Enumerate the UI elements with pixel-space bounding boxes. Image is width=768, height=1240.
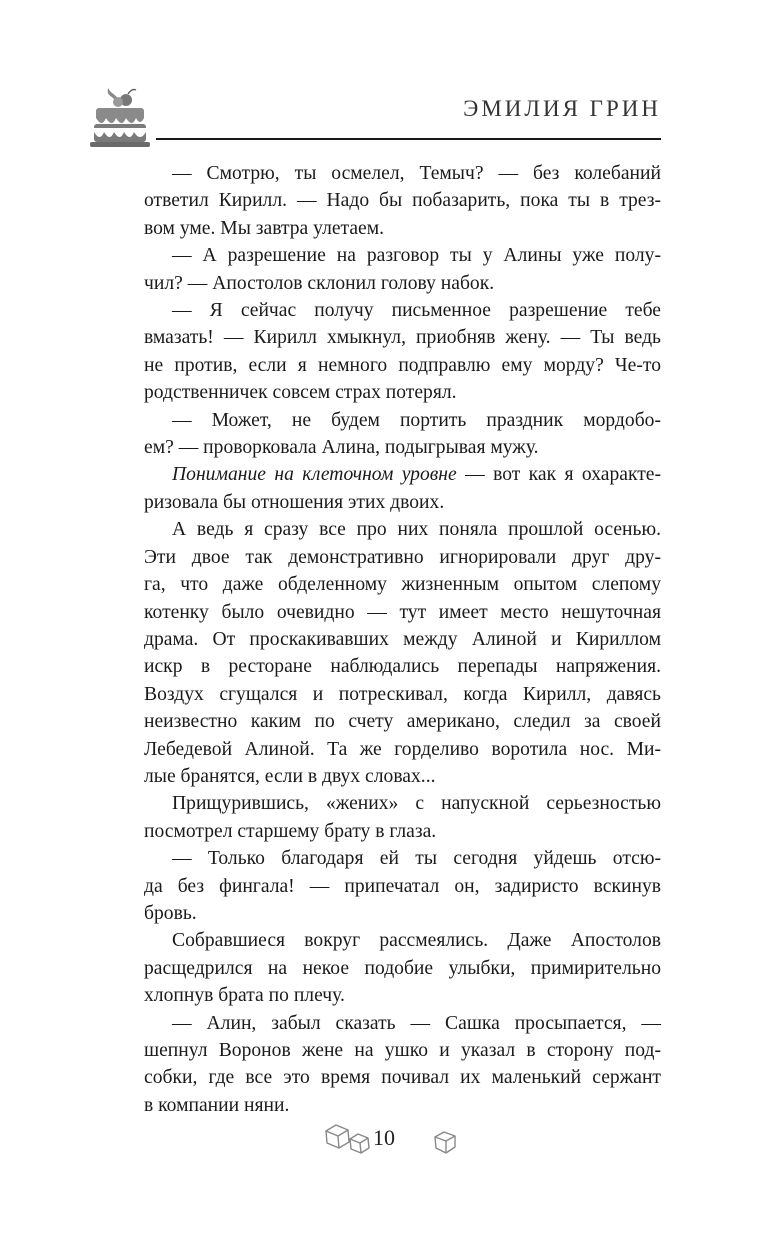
sugar-cube-icon — [432, 1129, 458, 1155]
text-line: ем? — проворковала Алина, подыгрывая мужу. — [144, 437, 539, 459]
text-fragment: — вот как я охаракте- — [456, 464, 661, 486]
text-line: собки, где все это время почивал их маленький сержант — [144, 1067, 661, 1089]
italic-phrase: Понимание на клеточном уровне — [172, 464, 457, 486]
text-line: Эти двое так демонстративно игнорировали друг дру- — [144, 546, 661, 568]
paragraph — [144, 927, 661, 1009]
text-line: — Только благодаря ей ты сегодня уйдешь отсю- — [172, 848, 661, 870]
text-line: — Алин, забыл сказать — Сашка просыпается, — — [172, 1012, 661, 1034]
paragraph — [144, 845, 661, 927]
paragraph — [144, 242, 661, 297]
author-name: ЭМИЛИЯ ГРИН — [463, 96, 661, 121]
paragraph — [144, 407, 661, 462]
paragraph — [144, 1010, 661, 1120]
text-line: — Может, не будем портить праздник мордобо- — [172, 409, 661, 431]
text-line: расщедрился на некое подобие улыбки, примирительно — [144, 957, 661, 979]
text-line: Собравшиеся вокруг рассмеялись. Даже Апостолов — [172, 930, 661, 952]
text-line: посмотрел старшему брату в глаза. — [144, 820, 437, 842]
text-line — [144, 461, 661, 488]
cake-icon — [88, 84, 152, 156]
text-line: лые бранятся, если в двух словах... — [144, 765, 436, 787]
sugar-cube-icon — [322, 1121, 374, 1155]
paragraph — [144, 160, 661, 242]
text-line: вмазать! — Кирилл хмыкнул, приобняв жену. — Ты ведь — [144, 327, 661, 349]
text-line: Воздух сгущался и потрескивал, когда Кирилл, давясь — [144, 683, 661, 705]
text-line: хлопнув брата по плечу. — [144, 985, 345, 1007]
text-line: неизвестно каким по счету американо, следил за своей — [144, 711, 661, 733]
text-line: котенку было очевидно — тут имеет место нешуточная — [144, 601, 661, 623]
text-line: А ведь я сразу все про них поняла прошлой осенью. — [172, 519, 661, 541]
text-line: родственничек совсем страх потерял. — [144, 382, 457, 404]
text-line: ризовала бы отношения этих двоих. — [144, 491, 445, 513]
header-rule — [156, 138, 661, 140]
page-header — [0, 0, 768, 160]
text-line: ответил Кирилл. — Надо бы побазарить, пока ты в трез- — [144, 190, 661, 212]
paragraph — [144, 297, 661, 407]
text-line: — А разрешение на разговор ты у Алины уже полу- — [172, 245, 661, 267]
text-line: вом уме. Мы завтра улетаем. — [144, 217, 385, 239]
text-line: шепнул Воронов жене на ушко и указал в сторону под- — [144, 1040, 661, 1061]
page-number: 10 — [373, 1125, 395, 1150]
text-line: не против, если я немного подправлю ему морду? Че-то — [144, 354, 661, 376]
text-line: драма. От проскакивавших между Алиной и Кириллом — [144, 628, 661, 650]
paragraph — [144, 461, 661, 516]
text-line: га, что даже обделенному жизненным опытом слепому — [144, 574, 661, 596]
text-line: в компании няни. — [144, 1094, 290, 1116]
paragraph — [144, 516, 661, 790]
text-line: искр в ресторане наблюдались перепады напряжения. — [144, 656, 661, 678]
paragraph — [144, 790, 661, 845]
text-line: — Смотрю, ты осмелел, Темыч? — без колебаний — [172, 163, 661, 184]
text-line: да без фингала! — припечатал он, задиристо вскинув — [144, 875, 661, 897]
text-line: Прищурившись, «жених» с напускной серьезностью — [172, 793, 661, 815]
text-line: чил? — Апостолов склонил голову набок. — [144, 272, 495, 294]
page-footer — [0, 1115, 768, 1165]
text-line: — Я сейчас получу письменное разрешение тебе — [172, 300, 661, 322]
text-line: Лебедевой Алиной. Та же горделиво воротила нос. Ми- — [144, 738, 661, 760]
text-line: бровь. — [144, 902, 197, 924]
body-text — [144, 160, 661, 1119]
